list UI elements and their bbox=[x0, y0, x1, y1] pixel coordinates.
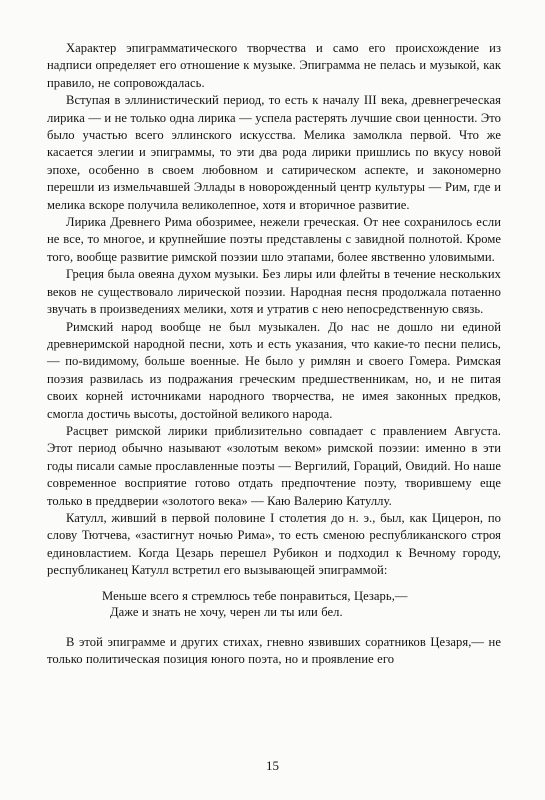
paragraph: В этой эпиграмме и других стихах, гневно язвивших соратников Цезаря,— не только политическая позиция юного поэта, но и проявление его bbox=[47, 634, 501, 666]
paragraph: Вступая в эллинистический период, то есть к началу III века, древнегреческая лирика — и не только одна лирика — успела растерять лучшие свои ценности. Это было участью всего эллинского искусства. Мелика замолкла первой. Что же касается элегии и эпиграммы, то эти два рода лирики пришлись по вкусу новой эпохе, особенно в своем любовном и сатирическом аспекте, и закономерно перешли из измельчавшей Эллады в новорожденный центр культуры — Рим, где и мелика вскоре получила великолепное, хотя и вторичное развитие. bbox=[47, 93, 501, 212]
paragraph: Расцвет римской лирики приблизительно совпадает с правлением Августа. Этот период обычно называют «золотым веком» римской поэзии: именно в эти годы писали самые прославленные поэты — Вергилий, Гораций, Овидий. Но наше современное восприятие готово отдать предпочтение поэту, творившему еще только в преддверии «золотого века» — Каю Валерию Катуллу. bbox=[47, 423, 501, 508]
verse-line: Меньше всего я стремлюсь тебе понравиться, Цезарь,— bbox=[102, 588, 408, 603]
page-number: 15 bbox=[266, 758, 279, 773]
verse-line: Даже и знать не хочу, черен ли ты или бел. bbox=[110, 604, 343, 619]
paragraph: Римский народ вообще не был музыкален. До нас не дошло ни единой древнеримской народной песни, хоть и есть указания, что какие-то песни пелись,— по-видимому, больше военные. Не было у римлян и своего Гомера. Римская поэзия развилась из подражания греческим предшественникам, но, и не питая своих корней источниками народного творчества, не имея законных предков, смогла достичь высоты, достойной великого народа. bbox=[47, 319, 501, 421]
paragraph: Характер эпиграмматического творчества и само его происхождение из надписи определяет его отношение к музыке. Эпиграмма не пелась и музыкой, как правило, не сопровождалась. bbox=[47, 41, 501, 90]
paragraph: Катулл, живший в первой половине I столетия до н. э., был, как Цицерон, по слову Тютчева, «застигнут ночью Рима», то есть сменою республиканского строя единовластием. Когда Цезарь перешел Рубикон и подходил к Вечному городу, республиканец Катулл встретил его вызывающей эпиграммой: bbox=[47, 510, 501, 578]
epigram-verse bbox=[102, 588, 501, 620]
paragraph: Лирика Древнего Рима обозримее, нежели греческая. От нее сохранилось если не все, то многое, и крупнейшие поэты представлены с завидной полнотой. Кроме того, вообще развитие римской поэзии шло этапами, более явственно уловимыми. bbox=[47, 215, 501, 264]
paragraph: Греция была овеяна духом музыки. Без лиры или флейты в течение нескольких веков не существовало лирической поэзии. Народная песня продолжала потаенно звучать в произведениях мелики, хотя и утратив с нею непосредственную связь. bbox=[47, 267, 501, 317]
page-body bbox=[47, 40, 501, 668]
